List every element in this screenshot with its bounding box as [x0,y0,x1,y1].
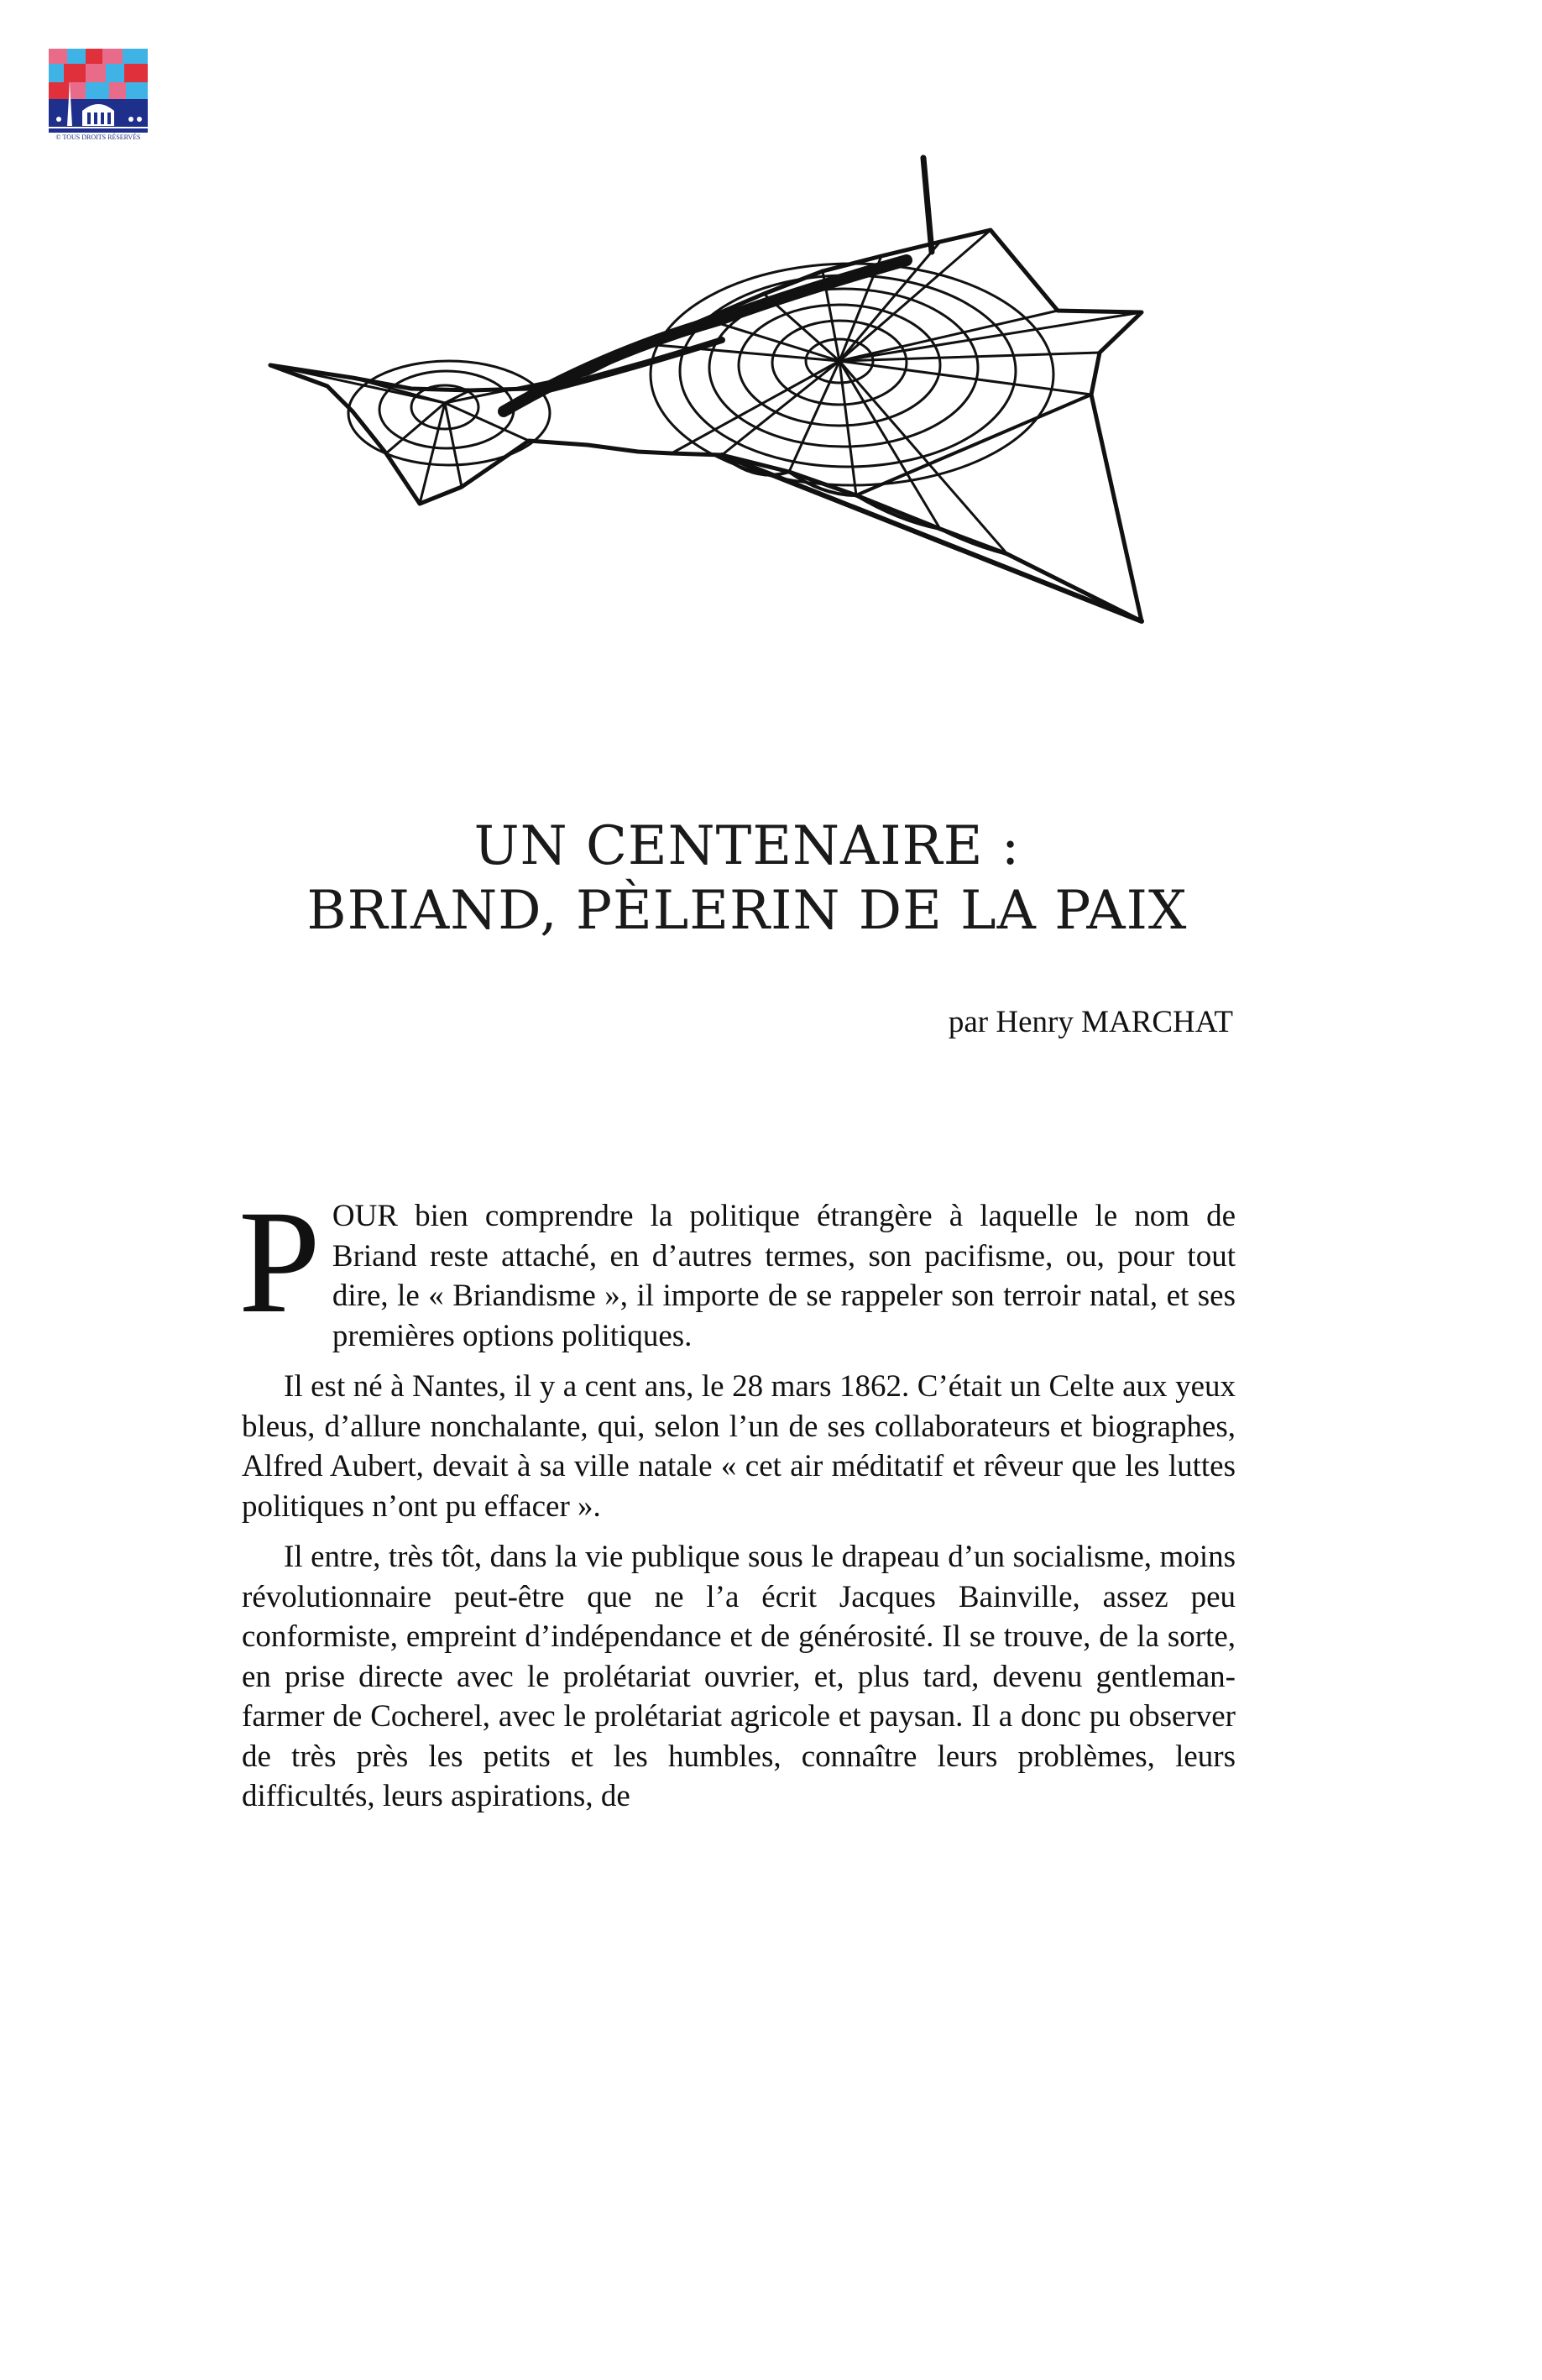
paragraph-2: Il est né à Nantes, il y a cent ans, le 28 mars 1862. C’était un Celte aux yeux bleus, d’allure nonchalante, qui, selon l’un de ses collaborateurs et biographes, Alfred Aubert, devait à sa ville natale « cet air méditatif et rêveur que les luttes politiques n’ont pu effacer ». [242,1369,1236,1524]
title-line-2: BRIAND, PÈLERIN DE LA PAIX [306,880,1188,942]
assemblee-logo-icon [49,49,148,133]
paragraph-1-text: OUR bien comprendre la politique étrangère à laquelle le nom de Briand reste attaché, en d’autres termes, son pacifisme, ou, pour tout dire, le « Briandisme », il importe de se rappeler son terroir natal, et ses premières options politiques. [332,1199,1236,1353]
paragraph-3: Il entre, très tôt, dans la vie publique sous le drapeau d’un socialisme, moins révolutionnaire peut-être que ne l’a écrit Jacques Bainville, assez peu conformiste, empreint d’indépendance et de générosité. Il se trouve, de la sorte, en prise directe avec le prolétariat ouvrier, et, plus tard, devenu gentlemanfarmer de Cocherel, avec le prolétariat agricole et paysan. Il a donc pu observer de très près les petits et les humbles, connaître leurs problèmes, leurs difficultés, leurs aspirations, de [242,1540,1236,1813]
paragraph-1 [238,1180,1236,1356]
publisher-logo [49,49,148,146]
title-line-1: UN CENTENAIRE : [473,815,1021,877]
article-body [238,1180,1236,1828]
drop-cap: P [238,1180,321,1344]
spiderweb-drawing-icon [252,151,1259,646]
logo-caption: © TOUS DROITS RÉSERVÉS [55,133,141,141]
author-byline: par Henry MARCHAT [948,1005,1233,1039]
article-title [151,814,1343,944]
